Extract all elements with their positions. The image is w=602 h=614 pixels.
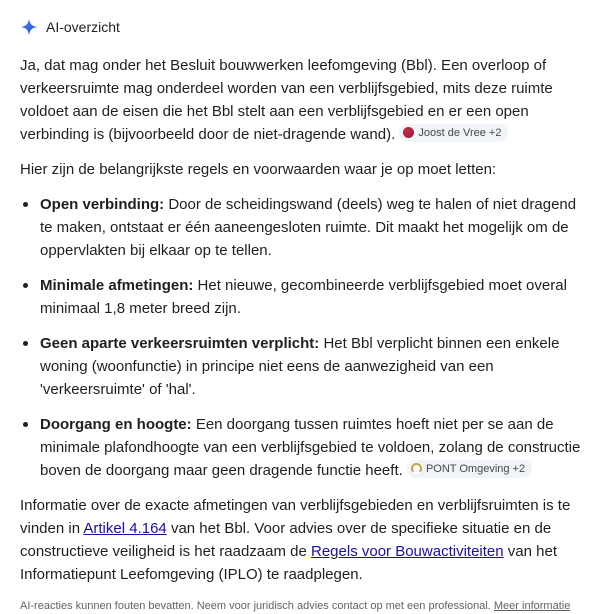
source-chip-label: PONT Omgeving +2 [425,462,526,475]
bullet-text: Door de scheidingswand (deels) weg te halen of niet dragend te maken, ontstaat er één aaneengesloten ruimte. Dit maakt het mogelijk om de oppervlakten bij elkaar op te tellen. [40,196,577,259]
disclaimer-text: AI-reacties kunnen fouten bevatten. Neem voor juridisch advies contact op met een professional. [20,600,494,612]
sparkle-icon [20,18,38,36]
bullet-title: Geen aparte verkeersruimten verplicht: [40,335,320,352]
rules-list [20,193,582,482]
closing-paragraph [20,494,582,586]
bullet-title: Minimale afmetingen: [40,277,194,294]
more-info-link[interactable]: Meer informatie [493,600,571,612]
ai-overview-header [20,14,582,40]
artikel-link[interactable]: Artikel 4.164 [83,520,167,537]
list-item [40,274,582,320]
list-item [40,332,582,401]
lead-text: Hier zijn de belangrijkste regels en voorwaarden waar je op moet letten: [20,161,497,178]
bullet-title: Open verbinding: [40,196,165,213]
closing-text-3: van het Informatiepunt Leefomgeving (IPLO) te raadplegen. [20,543,557,583]
bullet-text: Een doorgang tussen ruimtes hoeft niet per se aan de minimale plafondhoogte van een verblijfsgebied te voldoen, zolang de constructie boven de doorgang maar geen dragende functie heeft. [40,416,581,479]
bullet-text: Het Bbl verplicht binnen een enkele woning (woonfunctie) in principe niet eens de aanwezigheid van een 'verkeersruimte' of 'hal'. [40,335,560,398]
source-chip-label: Joost de Vree +2 [418,126,502,139]
closing-text-1: Informatie over de exacte afmetingen van verblijfsgebieden en verblijfsruimten is te vinden in [20,497,571,537]
disclaimer-footer [20,598,582,614]
intro-text: Ja, dat mag onder het Besluit bouwwerken leefomgeving (Bbl). Een overloop of verkeersruimte mag onderdeel worden van een verblijfsgebied, mits deze ruimte voldoet aan de eisen die het Bbl stelt aan een verblijfsgebied en er een open verbinding is (bijvoorbeeld door de niet-dragende wand). [20,57,553,143]
intro-paragraph [20,54,582,146]
list-item [40,413,582,482]
source-chip-joost[interactable] [399,124,508,142]
regels-link[interactable]: Regels voor Bouwactiviteiten [311,543,504,560]
ai-overview-title: AI-overzicht [46,19,120,35]
source-chip-pont[interactable] [407,460,532,478]
source-favicon-icon [403,127,414,138]
bullet-text: Het nieuwe, gecombineerde verblijfsgebied moet overal minimaal 1,8 meter breed zijn. [40,277,567,317]
closing-text-2: van het Bbl. Voor advies over de specifieke situatie en de constructieve veiligheid is het raadzaam de [20,520,552,560]
list-item [40,193,582,262]
bullet-title: Doorgang en hoogte: [40,416,192,433]
source-favicon-icon [411,463,422,474]
